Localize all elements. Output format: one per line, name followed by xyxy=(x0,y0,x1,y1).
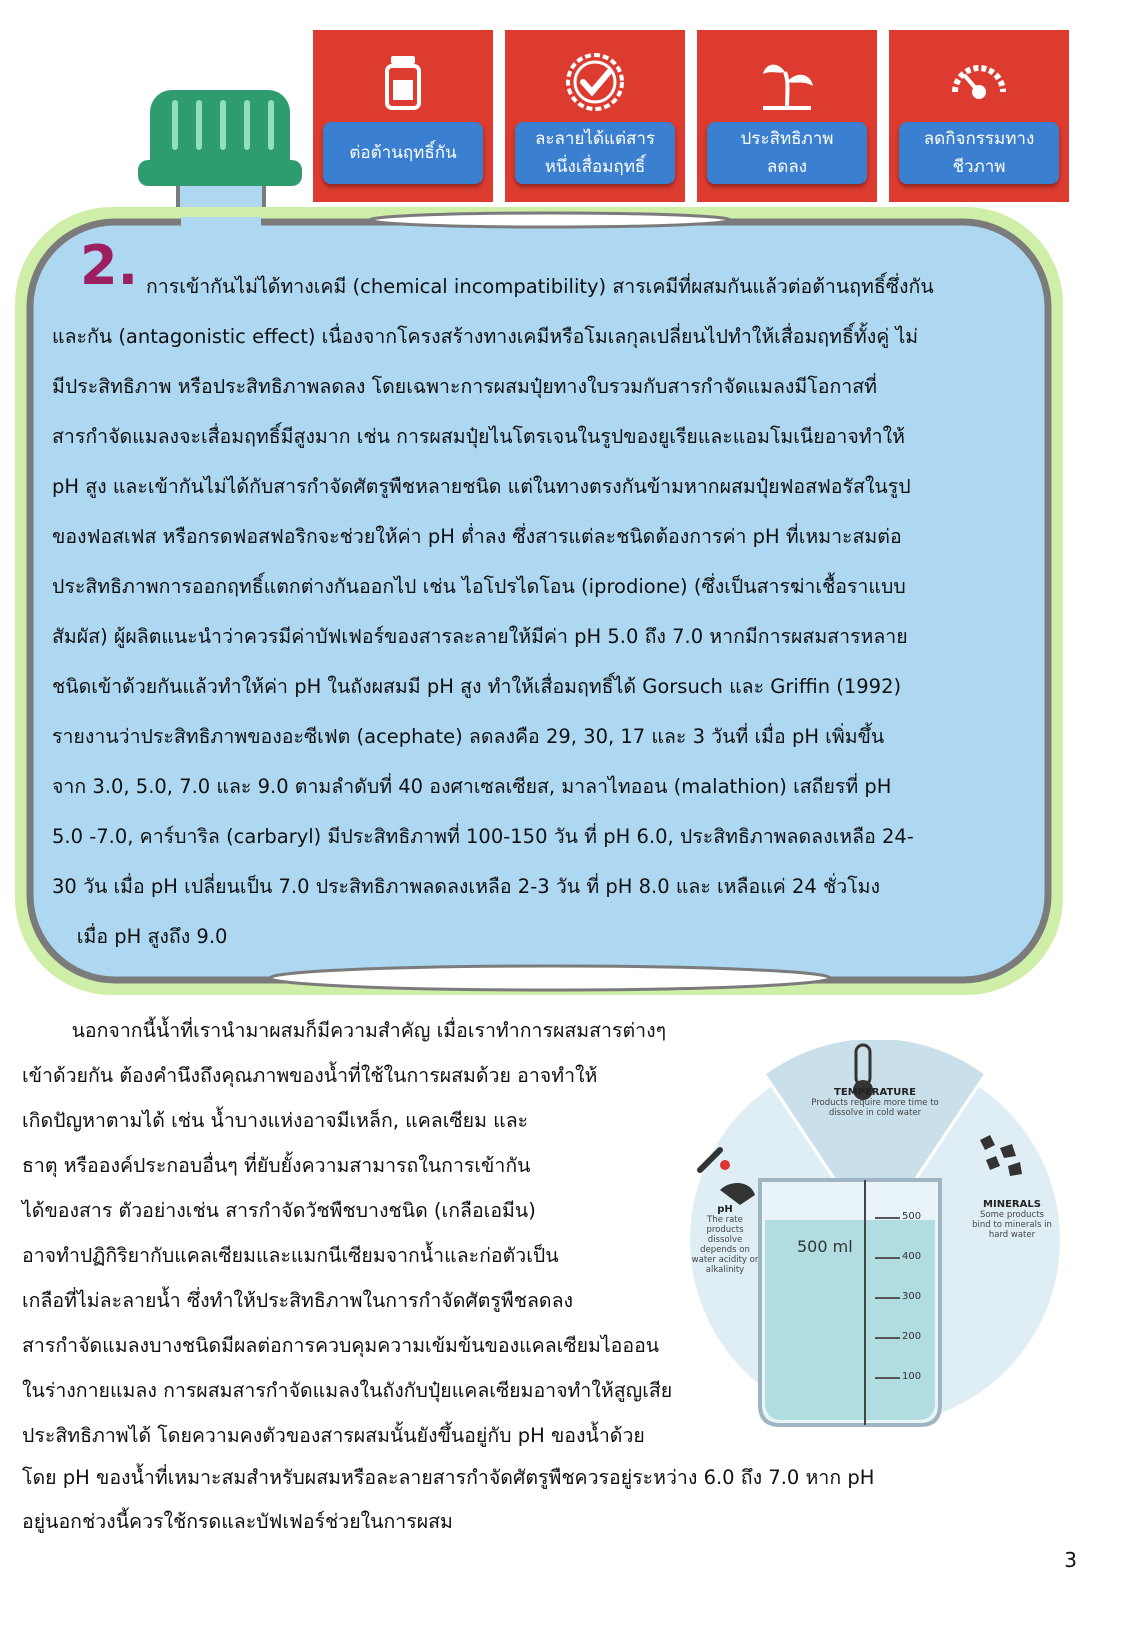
minerals-label: MINERALS Some products bind to minerals in hard water xyxy=(972,1199,1052,1240)
text-line: ได้ของสาร ตัวอย่างเช่น สารกำจัดวัชพืชบางชนิด (เกลือเอมีน) xyxy=(22,1199,536,1222)
text-line: และกัน (antagonistic effect) เนื่องจากโครงสร้างทางเคมีหรือโมเลกุลเปลี่ยนไปทำให้เสื่อมฤทธิ์ทั้งคู่ ไม่ xyxy=(52,325,919,348)
text-line: สัมผัส) ผู้ผลิตแนะนำว่าควรมีค่าบัฟเฟอร์ของสารละลายให้มีค่า pH 5.0 ถึง 7.0 หากมีการผสมสารหลาย xyxy=(52,625,908,648)
text-line: มีประสิทธิภาพ หรือประสิทธิภาพลดลง โดยเฉพาะการผสมปุ๋ยทางใบรวมกับสารกำจัดแมลงมีโอกาสที่ xyxy=(52,375,877,398)
text-line: สารกำจัดแมลงบางชนิดมีผลต่อการควบคุมความเข้มข้นของแคลเซียมไอออน xyxy=(22,1334,660,1357)
text-line: อยู่นอกช่วงนี้ควรใช้กรดและบัฟเฟอร์ช่วยในการผสม xyxy=(22,1510,453,1533)
text-line: ประสิทธิภาพได้ โดยความคงตัวของสารผสมนั้นยังขึ้นอยู่กับ pH ของน้ำด้วย xyxy=(22,1424,645,1447)
text-line: รายงานว่าประสิทธิภาพของอะซีเฟต (acephate) ลดลงคือ 29, 30, 17 และ 3 วันที่ เมื่อ pH เพิ่มขึ้น xyxy=(52,725,885,748)
text-line: ธาตุ หรือองค์ประกอบอื่นๆ ที่ยับยั้งความสามารถในการเข้ากัน xyxy=(22,1154,531,1177)
text-line: นอกจากนี้น้ำที่เรานำมาผสมก็มีความสำคัญ เมื่อเราทำการผสมสารต่างๆ xyxy=(22,1019,667,1042)
section-number: 2. xyxy=(80,234,139,297)
text-line: ชนิดเข้าด้วยกันแล้วทำให้ค่า pH ในถังผสมมี pH สูง ทำให้เสื่อมฤทธิ์ได้ Gorsuch และ Griffin (1992) xyxy=(52,675,902,698)
text-line: 30 วัน เมื่อ pH เปลี่ยนเป็น 7.0 ประสิทธิภาพลดลงเหลือ 2-3 วัน ที่ pH 8.0 และ เหลือแค่ 24 ชั่วโมง xyxy=(52,875,881,898)
scale-label-300: 300 xyxy=(902,1291,922,1302)
scale-label-400: 400 xyxy=(902,1251,922,1262)
scale-label-200: 200 xyxy=(902,1331,922,1342)
ph-label: pH The rate products dissolve depends on water acidity or alkalinity xyxy=(691,1204,759,1275)
card-label: ต่อต้านฤทธิ์กัน xyxy=(323,122,483,184)
beaker-volume-label: 500 ml xyxy=(797,1237,853,1256)
text-line: เมื่อ pH สูงถึง 9.0 xyxy=(52,925,228,948)
water-quality-paragraph xyxy=(22,1008,672,1458)
temperature-label: TEMPERATURE Products require more time to dissolve in cold water xyxy=(811,1087,939,1118)
water-quality-infographic xyxy=(690,1040,1060,1440)
card-label: ประสิทธิภาพ ลดลง xyxy=(707,122,867,184)
text-line: การเข้ากันไม่ได้ทางเคมี (chemical incompatibility) สารเคมีที่ผสมกันแล้วต่อต้านฤทธิ์ซึ่งกัน xyxy=(146,275,934,298)
text-line: เข้าด้วยกัน ต้องคำนึงถึงคุณภาพของน้ำที่ใช้ในการผสมด้วย อาจทำให้ xyxy=(22,1064,598,1087)
section-body xyxy=(52,262,1052,962)
text-line: ประสิทธิภาพการออกฤทธิ์แตกต่างกันออกไป เช่น ไอโปรไดโอน (iprodione) (ซึ่งเป็นสารฆ่าเชื้อราแบบ xyxy=(52,575,906,598)
card-label: ลดกิจกรรมทาง ชีวภาพ xyxy=(899,122,1059,184)
text-line: เกิดปัญหาตามได้ เช่น น้ำบางแห่งอาจมีเหล็ก, แคลเซียม และ xyxy=(22,1109,529,1132)
text-line: โดย pH ของน้ำที่เหมาะสมสำหรับผสมหรือละลายสารกำจัดศัตรูพืชควรอยู่ระหว่าง 6.0 ถึง 7.0 หาก pH xyxy=(22,1466,875,1489)
text-line: สารกำจัดแมลงจะเสื่อมฤทธิ์มีสูงมาก เช่น การผสมปุ๋ยไนโตรเจนในรูปของยูเรียและแอมโมเนียอาจทำให้ xyxy=(52,425,905,448)
scale-label-100: 100 xyxy=(902,1371,922,1382)
card-label: ละลายได้แต่สาร หนึ่งเสื่อมฤทธิ์ xyxy=(515,122,675,184)
text-line: ของฟอสเฟส หรือกรดฟอสฟอริกจะช่วยให้ค่า pH ต่ำลง ซึ่งสารแต่ละชนิดต้องการค่า pH ที่เหมาะสมต่อ xyxy=(52,525,902,548)
text-line: จาก 3.0, 5.0, 7.0 และ 9.0 ตามลำดับที่ 40 องศาเซลเซียส, มาลาไทออน (malathion) เสถียรที่ pH xyxy=(52,775,892,798)
text-line: อาจทำปฏิกิริยากับแคลเซียมและแมกนีเซียมจากน้ำและก่อตัวเป็น xyxy=(22,1244,559,1267)
page-number: 3 xyxy=(1064,1548,1077,1572)
text-line: pH สูง และเข้ากันไม่ได้กับสารกำจัดศัตรูพืชหลายชนิด แต่ในทางตรงกันข้ามหากผสมปุ๋ยฟอสฟอรัสในรูป xyxy=(52,475,911,498)
text-line: เกลือที่ไม่ละลายน้ำ ซึ่งทำให้ประสิทธิภาพในการกำจัดศัตรูพืชลดลง xyxy=(22,1289,574,1312)
scale-label-500: 500 xyxy=(902,1211,922,1222)
text-line: 5.0 -7.0, คาร์บาริล (carbaryl) มีประสิทธิภาพที่ 100-150 วัน ที่ pH 6.0, ประสิทธิภาพลดลงเหลือ 24- xyxy=(52,825,914,848)
water-ph-paragraph xyxy=(22,1456,874,1544)
text-line: ในร่างกายแมลง การผสมสารกำจัดแมลงในถังกับปุ๋ยแคลเซียมอาจทำให้สูญเสีย xyxy=(22,1379,673,1402)
